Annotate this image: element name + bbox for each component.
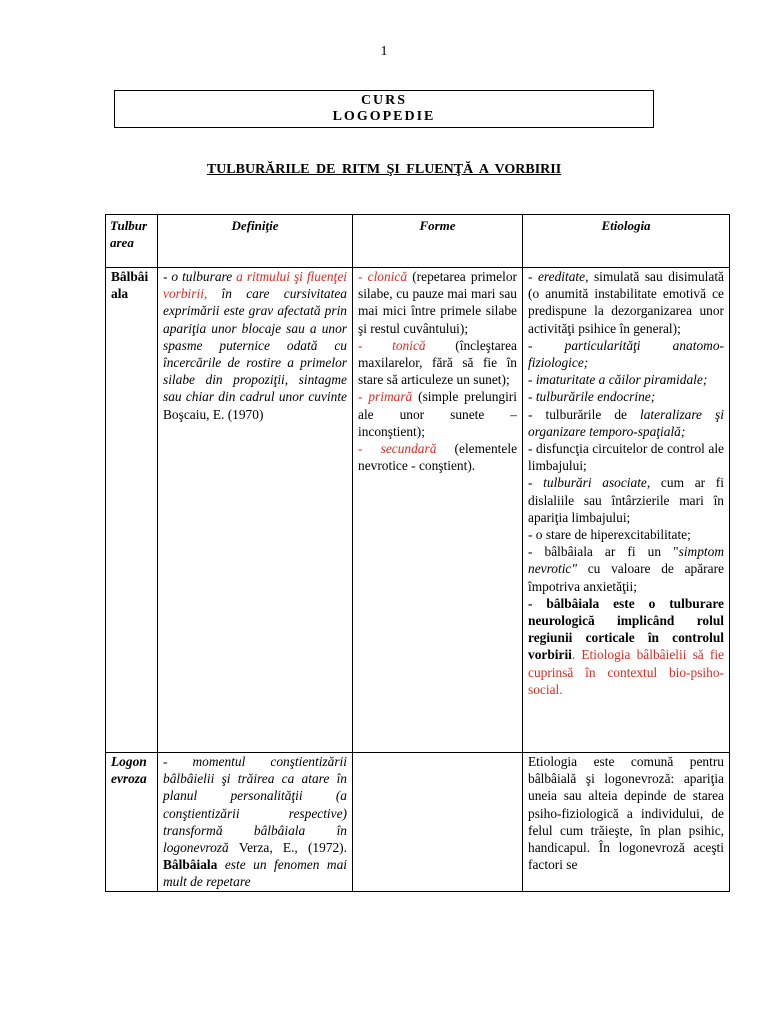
etiology-cell: Etiologia este comună pentru bâlbâială şi logonevroză: apariţia uneia sau alteia depinde de starea psiho-fiziologică a individului, de felul cum trăieşte, în plan psihic, handicapul. În logonevroză aceşti factori se [523,753,730,892]
page-number: 1 [380,44,388,59]
course-subject: LOGOPEDIE [332,109,436,124]
table-header-row [106,215,730,268]
disorder-name: Bâlbâiala [106,268,158,753]
header-forms: Forme [353,215,523,268]
course-header-box [114,90,654,128]
disorder-name: Logonevroza [106,753,158,892]
table-row [106,753,730,892]
definition-cell: - momentul conştientizării bâlbâielii şi trăirea ca atare în planul personalităţii (a conştientizării respective) transformă bâlbâiala în logonevroză Verza, E., (1972). Bâlbâiala este un fenomen mai mult de repetare [158,753,353,892]
table-row [106,268,730,753]
forms-cell: - clonică (repetarea primelor silabe, cu pauze mai mari sau mai mici între primele silabe şi restul cuvântului); - tonică (încleştarea maxilarelor, fără să fie în stare să articuleze un sunet); - primară (simple prelungiri ale unor sunete – inconştient); - secundară (elementele nevrotice - conştient). [353,268,523,753]
header-disorder: Tulburarea [106,215,158,268]
definition-cell: - o tulburare a ritmului şi fluenţei vorbirii, în care cursivitatea exprimării este grav afectată prin apariţia unor blocaje sau a unor spasme puternice odată cu încercările de rostire a primelor silabe din propoziţii, sintagme sau chiar din cadrul unor cuvinte Boşcaiu, E. (1970) [158,268,353,753]
etiology-cell: - ereditate, simulată sau disimulată (o anumită instabilitate emotivă ce predispune la dezorganizarea unor activităţi psihice în general); - particularităţi anatomo-fiziologice; - imaturitate a căilor piramidale; - tulburările endocrine; - tulburările de lateralizare şi organizare temporo-spaţială; - disfuncţia circuitelor de control ale limbajului; - tulburări asociate, cum ar fi dislaliile sau întârzierile mari în apariţia limbajului; - o stare de hiperexcitabilitate; - bâlbâiala ar fi un "simptom nevrotic" cu valoare de apărare împotriva anxietăţii; - bâlbâiala este o tulburare neurologică implicând rolul regiunii corticale în controlul vorbirii. Etiologia bâlbâielii să fie cuprinsă în contextul bio-psiho-social. [523,268,730,753]
disorders-table [105,214,730,892]
course-label: CURS [360,93,408,108]
header-definition: Definiţie [158,215,353,268]
document-title: TULBURĂRILE DE RITM ŞI FLUENŢĂ A VORBIRII [206,162,562,177]
header-etiology: Etiologia [523,215,730,268]
forms-cell [353,753,523,892]
